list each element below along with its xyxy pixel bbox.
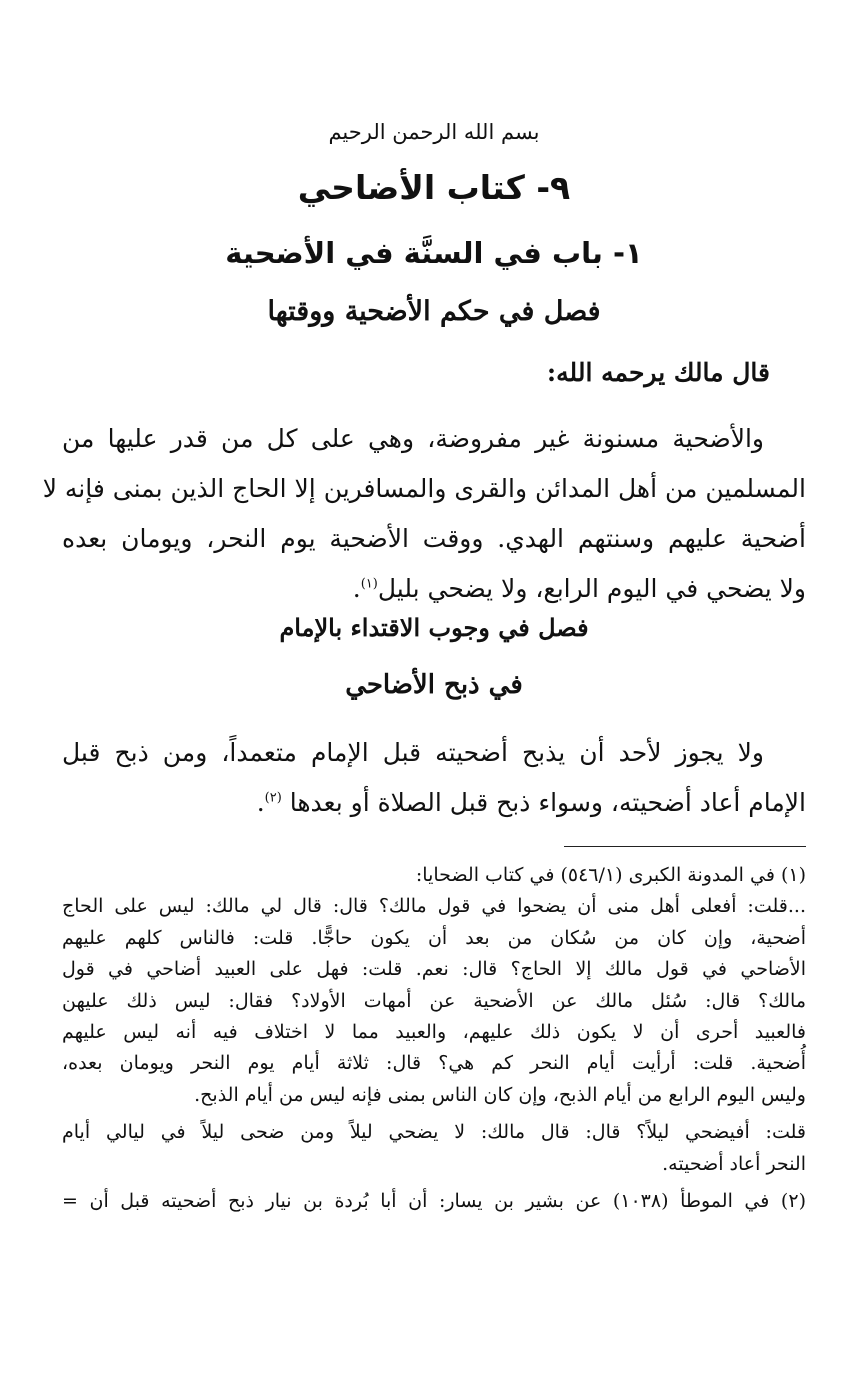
sentence-end: . xyxy=(352,574,361,603)
footnote-line: قلت: أفيضحي ليلاً؟ قال: قال مالك: لا يضحي ليلاً ومن ضحى ليلاً في ليالي أيام xyxy=(62,1121,806,1144)
paragraph-line-last xyxy=(62,564,806,614)
footnote-line: فالعبيد أحرى أن لا يكون ذلك عليهم، والعبيد مما لا اختلاف فيه أنه ليس عليهم xyxy=(62,1021,806,1044)
footnote-ref-2[interactable]: (٢) xyxy=(264,790,282,806)
footnote-line: الأضاحي في قول مالك إلا الحاج؟ قال: نعم. قلت: فهل على العبيد أضاحي في قول xyxy=(62,958,806,981)
basmala: بسم الله الرحمن الرحيم xyxy=(328,120,540,144)
footnote-line: النحر أعاد أضحيته. xyxy=(662,1152,806,1175)
footnote-ref-1[interactable]: (١) xyxy=(360,576,378,592)
sentence-end: . xyxy=(256,788,265,817)
footnote-2: (٢) في الموطأ (١٠٣٨) عن بشير بن يسار: أن أبا بُردة بن نيار ذبح أضحيته قبل أن = xyxy=(62,1190,806,1213)
paragraph-imam xyxy=(62,728,806,828)
speaker-heading: قال مالك يرحمه الله: xyxy=(546,358,770,387)
footnote-1-title: (١) في المدونة الكبرى (٥٤٦/١) في كتاب الضحايا: xyxy=(415,864,806,886)
footnote-line: مالك؟ قال: سُئل مالك عن الأضحية عن أمهات الأولاد؟ فقال: ليس ذلك عليهن xyxy=(62,989,806,1012)
paragraph-line: والأضحية مسنونة غير مفروضة، وهي على كل من قدر عليها من xyxy=(62,424,764,453)
paragraph-line: المسلمين من أهل المدائن والقرى والمسافرين إلا الحاج الذين بمنى فإنه لا xyxy=(42,474,806,503)
paragraph-ruling xyxy=(42,414,806,614)
paragraph-line-text: الإمام أعاد أضحيته، وسواء ذبح قبل الصلاة أو بعدها xyxy=(289,788,806,817)
section-title-imam: فصل في وجوب الاقتداء بالإمام xyxy=(279,613,589,642)
footnotes xyxy=(62,860,806,1217)
paragraph-line: ولا يجوز لأحد أن يذبح أضحيته قبل الإمام متعمداً، ومن ذبح قبل xyxy=(62,738,764,767)
chapter-title: ١- باب في السنَّة في الأضحية xyxy=(225,236,643,270)
paragraph-line-text: ولا يضحي في اليوم الرابع، ولا يضحي بليل xyxy=(377,574,806,603)
footnote-separator xyxy=(564,846,806,847)
paragraph-line-last xyxy=(62,778,806,828)
book-title: ٩- كتاب الأضاحي xyxy=(297,168,571,207)
paragraph-line: أضحية عليهم وسنتهم الهدي. ووقت الأضحية يوم النحر، ويومان بعده xyxy=(62,524,806,553)
footnote-line: وليس اليوم الرابع من أيام الذبح، وإن كان الناس بمنى فإنه ليس من أيام الذبح. xyxy=(194,1083,806,1106)
footnote-line: أضحية، وإن كان من سُكان من بعد أن يكون حاجًّا. قلت: فالناس كلهم عليهم xyxy=(62,926,806,949)
section-title-ruling: فصل في حكم الأضحية ووقتها xyxy=(267,296,601,327)
section-subtitle-imam: في ذبح الأضاحي xyxy=(345,670,523,700)
footnote-line: ...قلت: أفعلى أهل منى أن يضحوا في قول مالك؟ قال: قال لي مالك: ليس على الحاج xyxy=(62,895,806,918)
footnote-line: أُضحية. قلت: أرأيت أيام النحر كم هي؟ قال: ثلاثة أيام يوم النحر ويومان بعده، xyxy=(62,1052,806,1075)
